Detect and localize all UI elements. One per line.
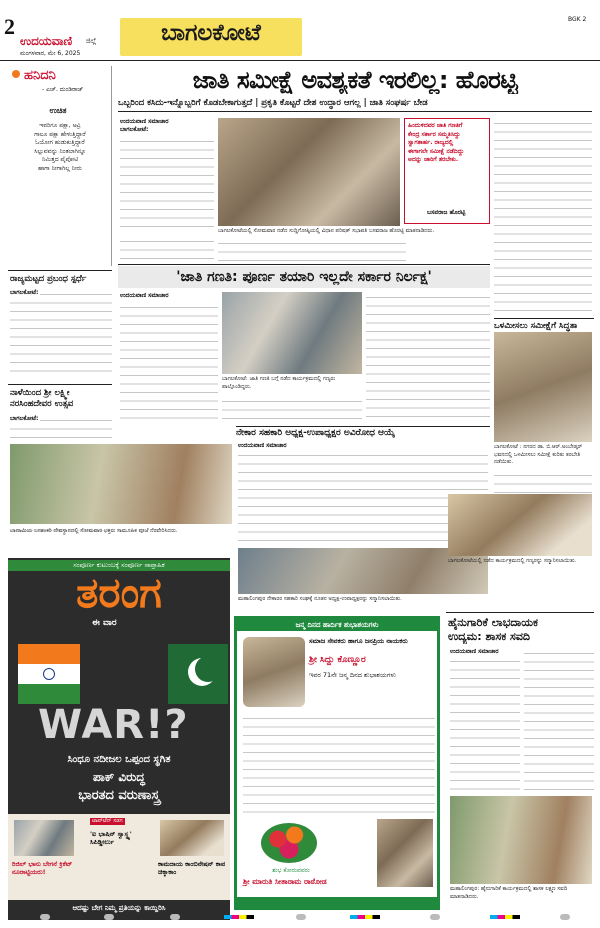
lead-body-col1 (120, 136, 214, 230)
left-photo-caption: ಬಾದಾಮಿಯ ಬನಶಂಕರಿ ದೇವಸ್ಥಾನದಲ್ಲಿ ಸೋಮವಾರ ಭಕ್ತರು ಸಾಮೂಹಿಕ ಪೂಜೆ ನೆರವೇರಿಸಿದರು. (10, 528, 178, 534)
br-dateline: ಉದಯವಾಣಿ ಸಮಾಚಾರ (450, 648, 499, 655)
color-bar (224, 915, 254, 919)
tarang-footer: ಆದಷ್ಟು ಬೇಗ ನಿಮ್ಮ ಪ್ರತಿಯನ್ನು ಕಾಯ್ದಿರಿಸಿ (72, 904, 166, 912)
lead-place: ಬಾಗಲಕೋಟೆ: (120, 126, 149, 133)
side-photo-caption: ಬಾಗಲಕೋಟೆಯಲ್ಲಿ ನಡೆದ ಕಾರ್ಯಕ್ರಮದಲ್ಲಿ ಗಣ್ಯರನ್ನು ಸನ್ಮಾನಿಸಲಾಯಿತು. (448, 558, 577, 564)
side-photo (448, 494, 592, 556)
poem-title: ಉಚಿತ (49, 106, 67, 115)
lead-body-col3 (218, 238, 406, 262)
masthead-rule (0, 60, 600, 61)
poem-line: ಹಾಗಾ ನೀಗಾಗಿಲ್ಲ ನೀರು (38, 164, 82, 172)
lead-quote-box (404, 118, 490, 224)
tarang-ad (8, 558, 230, 920)
reg-mark (560, 914, 570, 920)
promo-right-text: ಕಾಮದಾಯ ಕಾಂಬಿನೇಷನ್ ಕಾವ ಚಿಕ್ಕಾಕಾಂ (158, 860, 226, 876)
mid-headline: ನೇಕಾರ ಸಹಕಾರಿ ಅಧ್ಯಕ್ಷ-ಉಪಾಧ್ಯಕ್ಷರ ಅವಿರೋಧ ಆಯ್ಕೆ (236, 428, 395, 438)
promo-mid-tag: ಟಾಪ್‌ಟೆನ್ ಸಡಗ (92, 818, 123, 824)
flower-bouquet (261, 823, 317, 863)
reg-mark (40, 914, 50, 920)
birthday-title: ಜನ್ಮ ದಿನದ ಹಾರ್ದಿಕ ಶುಭಾಶಯಗಳು (237, 619, 437, 631)
promo-right-photo (160, 820, 224, 856)
story-headline: ನಾಳೆಯಿಂದ ಶ್ರೀ ಲಕ್ಷ್ಮೀ ನರಸಿಂಹದೇವರ ಉತ್ಸವ (10, 388, 74, 409)
left-story-1 (8, 270, 112, 380)
reg-mark (296, 914, 306, 920)
pakistan-flag (168, 644, 228, 704)
mid-photo-caption: ಮಹಾಲಿಂಗಪುರ ನೇಕಾರರ ಸಹಕಾರಿ ಸಂಘಕ್ಕೆ ನೂತನ ಅಧ್ಯಕ್ಷ-ಉಪಾಧ್ಯಕ್ಷರನ್ನು ಸನ್ಮಾನಿಸಲಾಯಿತು. (238, 596, 402, 602)
second-photo-caption: ಬಾಗಲಕೋಟೆ: ಜಾತಿ ಗಣತಿ ಬಗ್ಗೆ ನಡೆದ ಕಾರ್ಯಕ್ರಮದಲ್ಲಿ ಗಣ್ಯರು ಪಾಲ್ಗೊಂಡಿದ್ದರು. (222, 376, 336, 390)
birthday-line-3: ಇವರ 71ನೇ ಜನ್ಮ ದಿನದ ಶುಭಾಶಯಗಳು (309, 671, 396, 679)
hanidani-logo-dot (12, 70, 20, 78)
poem-line: ನಿಮಿತ್ತದ ಪೈಪೋಟಿ (42, 156, 78, 163)
masthead (0, 0, 600, 62)
war-text: WAR!? (38, 702, 189, 748)
tarang-logo: ತರಂಗ (76, 568, 162, 617)
right-photo-caption: ಬಾಗಲಕೋಟೆ : ನಗರದ ಡಾ. ಬಿ.ಆರ್.ಅಂಬೇಡ್ಕರ್ ಭವನದಲ್ಲಿ ಒಳಮೀಸಲು ಸಮೀಕ್ಷೆ ಕುರಿತು ತರಬೇತಿ ನಡೆಯಿತು. (494, 444, 583, 465)
mid-dateline: ಉದಯವಾಣಿ ಸಮಾಚಾರ (238, 442, 287, 449)
birthday-ad (234, 616, 440, 910)
registration-marks (0, 912, 600, 926)
promo-left-text: ರಿಜಿಲ್ ಭಾನು ಬೇಗನೆ ಕ್ರಿಕೆಟ್ ನೂರಾಟ್ಟಿಯರು! (12, 860, 73, 876)
br-body-col1 (450, 656, 520, 792)
dateline: ಮಂಗಳವಾರ, ಮೇ 6, 2025 (20, 50, 81, 57)
promo-mid-text: 'ಐ ಭಾಷಿನ್ ಸ್ವಾಸ್ಥ್ಯ' ಸಿಪಿಡ್ಡೀರ್ಲು (90, 830, 132, 846)
hanidani-logo: ಹನಿದನಿ (24, 68, 56, 83)
page-number: 2 (4, 14, 15, 39)
poem-line: ಗಾಲೂ ಪಕ್ಷಾ ಹೇಳುತ್ತಿದ್ದಾರೆ (34, 130, 86, 138)
hanidani-box (8, 66, 112, 266)
rule (446, 612, 594, 613)
br-body-col2 (524, 648, 594, 792)
paper-name: ಉದಯವಾಣಿ (20, 34, 73, 48)
second-body-col1 (120, 302, 218, 422)
hanidani-byline: - ಎಚ್. ದುಂಡಿರಾಜ್ (42, 86, 84, 93)
reg-mark (170, 914, 180, 920)
poem-line: ಸಿಲ್ಲುವವನ್ನು ನಿಂತಲಾಗಿನ್ನೂ (34, 147, 86, 155)
color-bar (350, 915, 380, 919)
second-photo (222, 292, 362, 374)
wisher-name: ಶ್ರೀ ಮಾರುತಿ ಸೀತಾರಾಮ ರಾಠೋಡ (243, 877, 327, 886)
birthday-line-2: ಶ್ರೀ ಸಿದ್ದು ಕೊಣ್ಣೂರ (309, 655, 366, 665)
br-headline-2: ಉದ್ಯಮ: ಶಾಸಕ ಸವದಿ (448, 630, 531, 643)
tarang-tagline-3: ಭಾರತದ ವರುಣಾಸ್ತ್ರ (78, 788, 160, 803)
poem-body (12, 122, 108, 173)
second-dateline: ಉದಯವಾಣಿ ಸಮಾಚಾರ (120, 292, 169, 299)
corner-tag: BGK 2 (568, 16, 587, 23)
lead-dateline: ಉದಯವಾಣಿ ಸಮಾಚಾರ (120, 118, 169, 125)
quote-text (408, 122, 488, 165)
wisher-portrait (377, 819, 433, 887)
right-headline: ಒಳಮೀಸಲು ಸಮೀಕ್ಷೆಗೆ ಸಿದ್ಧತಾ (494, 318, 594, 343)
wisher-label: ಶುಭ ಕೋರುವವರು (272, 867, 310, 874)
br-photo-caption: ಮಹಾಲಿಂಗಪುರ: ಹೈನುಗಾರಿಕೆ ಕಾರ್ಯಕ್ರಮದಲ್ಲಿ ಶಾಸಕ ಲಕ್ಷ್ಮಣ ಸವದಿ ಮಾತನಾಡಿದರು. (450, 886, 568, 900)
lead-photo (218, 118, 400, 226)
reg-mark (430, 914, 440, 920)
birthday-line-1: ಸಮಾಜ ಸೇವಕರು ಹಾಗೂ ಜನಪ್ರಿಯ ನಾಯಕರು (309, 637, 408, 645)
br-headline-1: ಹೈನುಗಾರಿಕೆ ಲಾಭದಾಯಕ (448, 616, 538, 629)
paper-suffix: ಜಿಲ್ಲೆ (86, 37, 97, 45)
right-body-top (494, 118, 592, 314)
tarang-tagline-1: ಸಿಂಧೂ ನದೀಜಲ ಒಪ್ಪಂದ ಸ್ಥಗಿತ (67, 754, 171, 765)
promo-left-photo (14, 820, 74, 856)
lead-subhead: ಒಬ್ಬರಿಂದ ಕಸಿದು-ಇನ್ನೊಬ್ಬರಿಗೆ ಕೊಡಬೇಕಾಗುತ್ತದೆ | ಪ್ರಕೃತಿ ಕೊಟ್ಟರೆ ದೇಶ ಉದ್ಧಾರ ಆಗಲ್ಲ | ಜಾತಿ ಸಂಘರ್ಷ ಬೇಡ (118, 98, 592, 112)
rule (118, 264, 490, 265)
quote-author: ಬಸವರಾಜ ಹೊರಟ್ಟಿ (427, 209, 466, 216)
color-bar (490, 915, 520, 919)
quote-line: ಸ್ವಾಗತಾರ್ಹ. ರಾಜ್ಯದಲ್ಲಿ (408, 139, 454, 146)
lead-headline-band (118, 66, 592, 96)
poem-line: ಓಯೋಗ ಹುಡುಕುತ್ತಿದ್ದಾರೆ (35, 139, 85, 146)
quote-line: ಅದನ್ನು ಜಾರಿಗೆ ತರಬೇಕು. (408, 156, 459, 163)
lead-body-col2 (120, 236, 214, 262)
tarang-top-tag: ಸಂಪೂರ್ಣ ಕುಟುಂಬಕ್ಕೆ ಸಂಪೂರ್ಣ ಸಾಪ್ತಾಹಿಕ (8, 560, 230, 571)
rule (236, 426, 490, 427)
wisher-footer-band (237, 897, 437, 907)
story-headline: ರಾಜ್ಯಮಟ್ಟದ ಪ್ರಬಂಧ ಸ್ಪರ್ಧೆ (10, 274, 87, 284)
quote-line: ಈಗಾಗಲೇ ಸಮೀಕ್ಷೆ ನಡೆದಿದ್ದು (408, 147, 464, 155)
quote-line: ಹಿಂದುಳಿದವರ ಜಾತಿ ಗಣತಿಗೆ (408, 122, 463, 129)
quote-line: ಕೇಂದ್ರ ಸರ್ಕಾರ ಸಮ್ಮತಿಸಿದ್ದು (408, 130, 461, 138)
story-place: ಬಾಗಲಕೋಟೆ: (10, 289, 39, 296)
lead-photo-caption: ಬಾಗಲಕೋಟೆಯಲ್ಲಿ ಸೋಮವಾರ ನಡೆದ ಸುದ್ದಿಗೋಷ್ಠಿಯಲ್ಲಿ ವಿಧಾನ ಪರಿಷತ್ ಸಭಾಪತಿ ಬಸವರಾಜ ಹೊರಟ್ಟಿ ಮಾತನಾಡಿದರು. (218, 228, 435, 234)
poem-line: ಇವರಿಗೂ ಪಕ್ಷಾ, ಅವ್ರಿ (39, 122, 81, 129)
story-place: ಬಾಗಲಕೋಟೆ: (10, 415, 39, 422)
story-body (10, 289, 112, 377)
right-photo (494, 332, 592, 442)
tarang-logo-sub: ಈ ವಾರ (92, 618, 117, 628)
left-news-photo (10, 444, 232, 524)
india-flag (18, 644, 80, 704)
reg-mark (104, 914, 114, 920)
second-body-col3 (222, 396, 362, 422)
br-photo (450, 796, 592, 884)
lead-headline: ಜಾತಿ ಸಮೀಕ್ಷೆ ಅವಶ್ಯಕತೆ ಇರಲಿಲ್ಲ: ಹೊರಟ್ಟಿ (192, 66, 518, 94)
birthday-greeting-body (243, 713, 435, 813)
second-headline: 'ಜಾತಿ ಗಣತಿ: ಪೂರ್ಣ ತಯಾರಿ ಇಲ್ಲದೇ ಸರ್ಕಾರ ನಿರ್ಲಕ್ಷ' (118, 266, 490, 288)
tarang-tagline-2: ಪಾಕ್ ವಿರುದ್ಧ (92, 770, 146, 784)
second-body-col2 (366, 292, 490, 422)
birthday-portrait (243, 637, 305, 707)
district-name: ಬಾಗಲಕೋಟೆ (161, 20, 261, 46)
